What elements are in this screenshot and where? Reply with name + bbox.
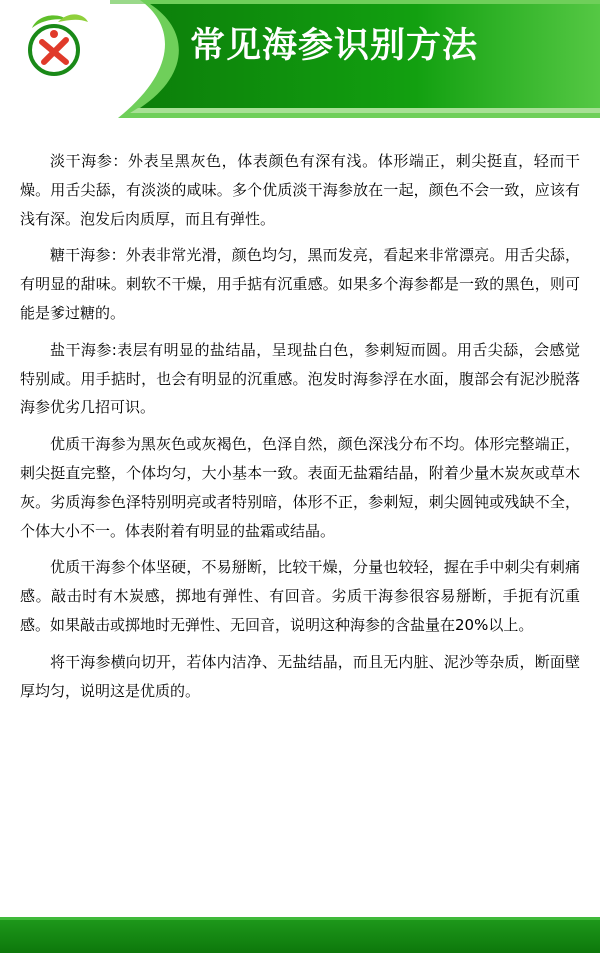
leaf-x-logo — [18, 8, 90, 80]
footer-bar — [0, 917, 600, 953]
page-title: 常见海参识别方法 — [190, 26, 479, 66]
paragraph-dried-salt: 盐干海参:表层有明显的盐结晶，呈现盐白色，参刺短而圆。用舌尖舔，会感觉特别咸。用手掂时，也会有明显的沉重感。泡发时海参浮在水面，腹部会有泥沙脱落海参优劣几招可识。 — [20, 340, 580, 417]
paragraph-quality-hardness: 优质干海参个体坚硬，不易掰断，比较干燥，分量也较轻，握在手中刺尖有刺痛感。敲击时有木炭感，掷地有弹性、有回音。劣质干海参很容易掰断，手扼有沉重感。如果敲击或掷地时无弹性、无回音，说明这种海参的含盐量在20%以上。 — [20, 558, 580, 634]
paragraph-dried-sugar: 糖干海参：外表非常光滑，颜色均匀，黑而发亮，看起来非常漂亮。用舌尖舔，有明显的甜味。刺软不干燥，用手掂有沉重感。如果多个海参都是一致的黑色，则可能是爹过糖的。 — [20, 246, 580, 322]
paragraph-dried-light: 淡干海参：外表呈黑灰色，体表颜色有深有浅。体形端正，刺尖挺直，轻而干燥。用舌尖舔，有淡淡的咸味。多个优质淡干海参放在一起，颜色不会一致，应该有浅有深。泡发后肉质厚，而且有弹性。 — [20, 152, 580, 228]
paragraph-quality-appearance: 优质干海参为黑灰色或灰褐色，色泽自然，颜色深浅分布不均。体形完整端正，刺尖挺直完整，个体均匀，大小基本一致。表面无盐霜结晶，附着少量木炭灰或草木灰。劣质海参色泽特别明亮或者特别暗，体形不正，参刺短，刺尖圆钝或残缺不全，个体大小不一。体表附着有明显的盐霜或结晶。 — [20, 435, 580, 540]
paragraph-cross-section: 将干海参横向切开，若体内洁净、无盐结晶，而且无内脏、泥沙等杂质，断面壁厚均匀，说明这是优质的。 — [20, 652, 580, 700]
header-banner — [0, 0, 600, 118]
article-body — [20, 147, 580, 713]
